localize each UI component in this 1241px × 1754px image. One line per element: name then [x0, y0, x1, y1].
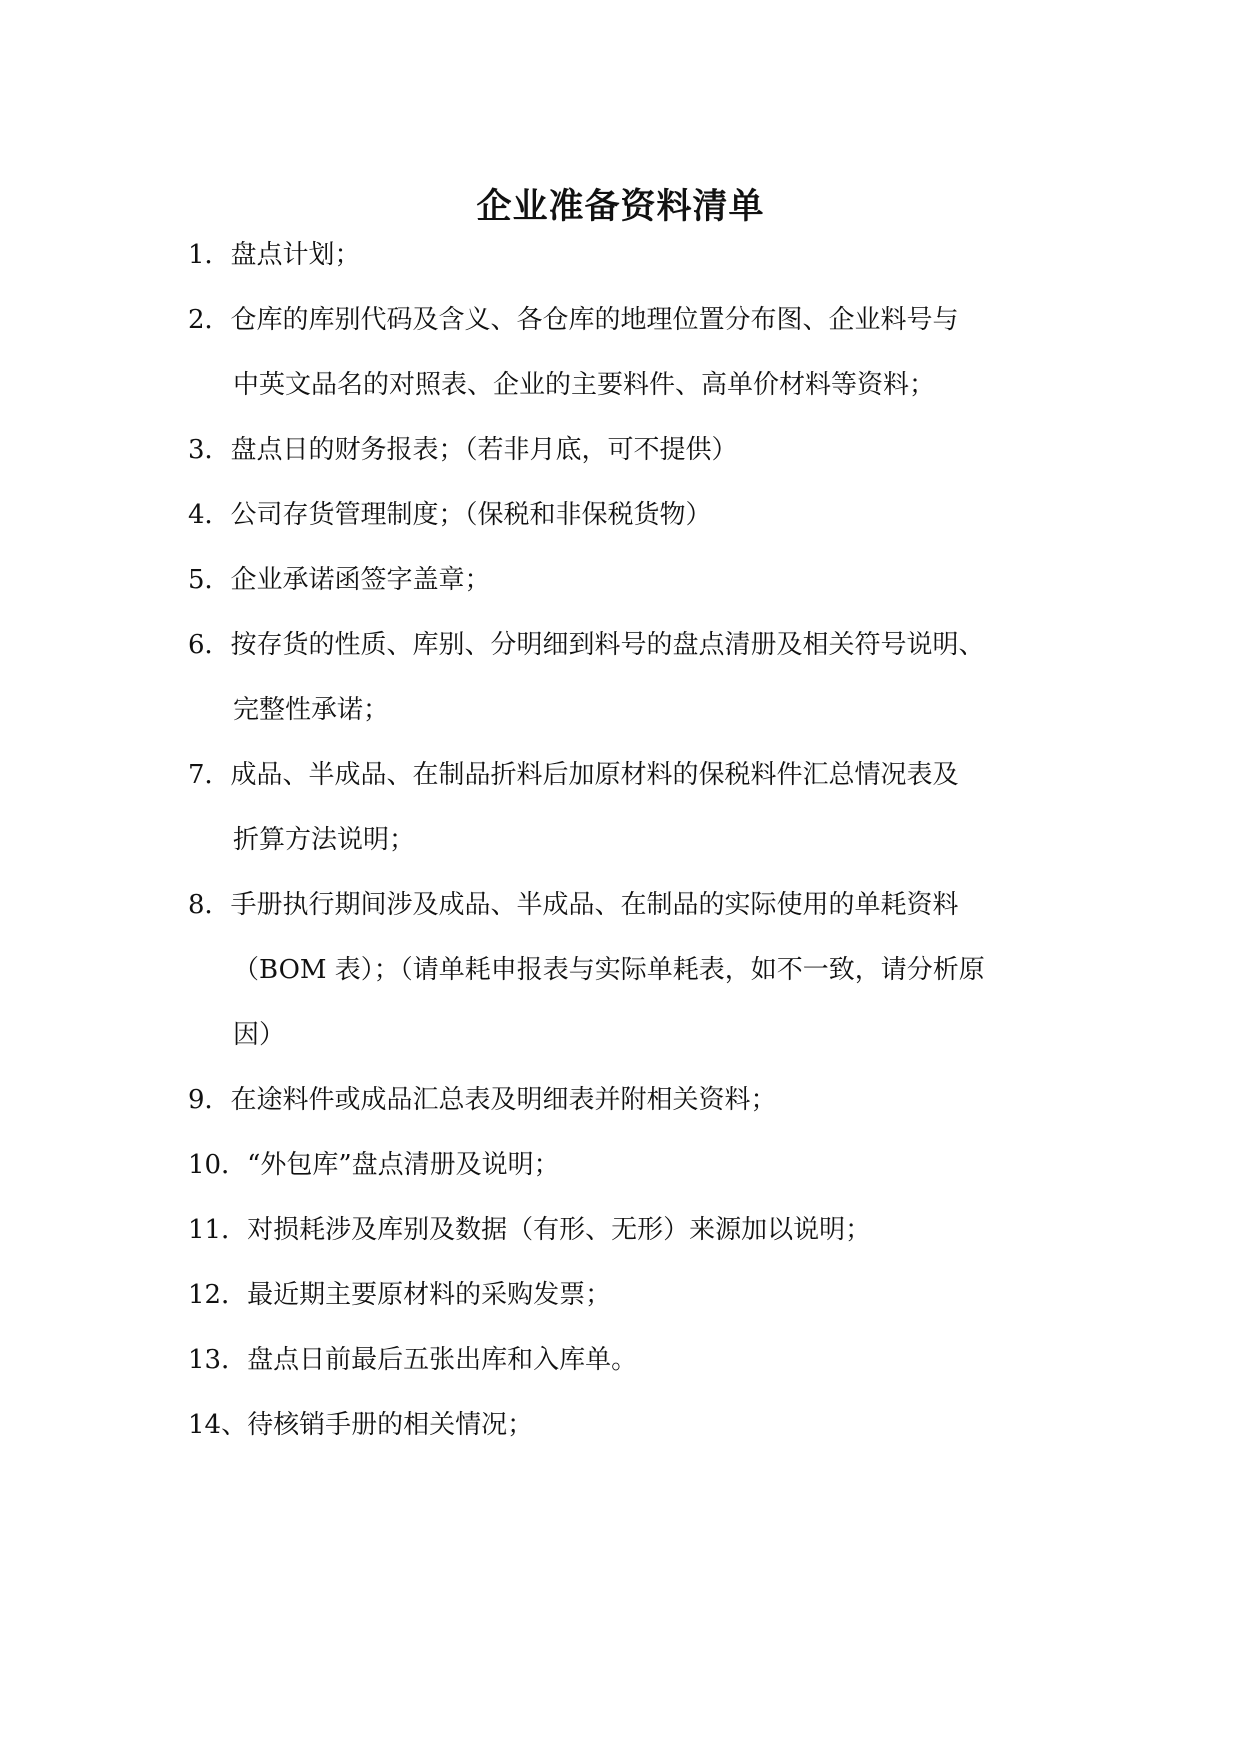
list-item: [188, 1328, 1068, 1393]
item-number: 6．: [188, 630, 231, 660]
item-text: 公司存货管理制度；（保税和非保税货物）: [230, 500, 712, 530]
item-number: 9．: [188, 1085, 231, 1115]
item-text: 盘点计划；: [230, 240, 361, 270]
list-item: [188, 1198, 1068, 1263]
item-text-continued: 折算方法说明；: [233, 825, 416, 855]
item-text: “外包库”盘点清册及说明；: [247, 1150, 560, 1180]
item-text: 在途料件或成品汇总表及明细表并附相关资料；: [230, 1085, 777, 1115]
item-number: 7．: [188, 760, 231, 790]
item-text: 成品、半成品、在制品折料后加原材料的保税料件汇总情况表及: [230, 760, 959, 790]
item-text-continued: 因）: [233, 1020, 286, 1050]
item-number: 13．: [188, 1345, 248, 1375]
list-item: [188, 288, 1068, 418]
item-text: 手册执行期间涉及成品、半成品、在制品的实际使用的单耗资料: [230, 890, 959, 920]
item-text: 按存货的性质、库别、分明细到料号的盘点清册及相关符号说明、: [230, 630, 985, 660]
item-number: 1．: [188, 240, 231, 270]
list-item: [188, 418, 1068, 483]
list-item: [188, 1133, 1068, 1198]
list-item: [188, 613, 1068, 743]
item-number: 10．: [188, 1150, 248, 1180]
item-number: 11．: [188, 1215, 248, 1245]
list-item: [188, 1068, 1068, 1133]
list-item: [188, 483, 1068, 548]
item-number: 14、: [188, 1410, 248, 1440]
item-number: 4．: [188, 500, 231, 530]
item-text: 盘点日前最后五张出库和入库单。: [247, 1345, 638, 1375]
item-text: 最近期主要原材料的采购发票；: [247, 1280, 612, 1310]
checklist: [188, 223, 1068, 1458]
item-text: 待核销手册的相关情况；: [247, 1410, 534, 1440]
list-item: [188, 743, 1068, 873]
list-item: [188, 1393, 1068, 1458]
item-number: 2．: [188, 305, 231, 335]
item-text-continued: （BOM 表）；（请单耗申报表与实际单耗表，如不一致，请分析原: [233, 955, 985, 985]
item-text-continued: 完整性承诺；: [233, 695, 390, 725]
document-title: 企业准备资料清单: [476, 186, 765, 228]
item-text: 盘点日的财务报表；（若非月底，可不提供）: [230, 435, 738, 465]
item-text: 仓库的库别代码及含义、各仓库的地理位置分布图、企业料号与: [230, 305, 959, 335]
list-item: [188, 1263, 1068, 1328]
item-number: 8．: [188, 890, 231, 920]
item-number: 3．: [188, 435, 231, 465]
list-item: [188, 548, 1068, 613]
item-number: 12．: [188, 1280, 248, 1310]
item-text-continued: 中英文品名的对照表、企业的主要料件、高单价材料等资料；: [233, 370, 936, 400]
item-number: 5．: [188, 565, 231, 595]
list-item: [188, 873, 1068, 1068]
item-text: 企业承诺函签字盖章；: [230, 565, 491, 595]
item-text: 对损耗涉及库别及数据（有形、无形）来源加以说明；: [247, 1215, 872, 1245]
list-item: [188, 223, 1068, 288]
